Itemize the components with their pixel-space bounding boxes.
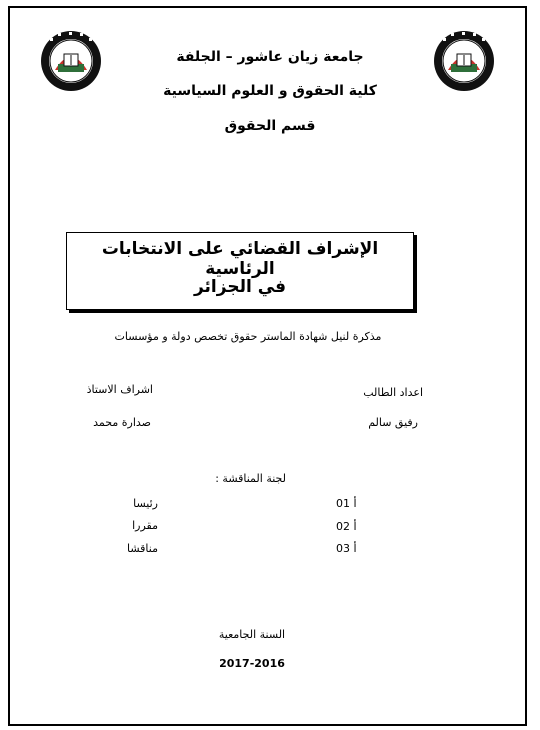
thesis-subtitle: مذكرة لنيل شهادة الماستر حقوق تخصص دولة و مؤسسات <box>114 330 382 343</box>
supervisor-label: اشراف الاستاذ <box>86 383 153 396</box>
thesis-title-box <box>66 232 414 310</box>
member-prefix: أ <box>353 497 357 510</box>
thesis-title-line2: في الجزائر <box>193 277 287 297</box>
academic-year-label: السنة الجامعية <box>218 628 286 641</box>
member-number: 03 <box>336 542 350 555</box>
supervisor-name: صدارة محمد <box>93 416 151 429</box>
page-border <box>8 6 527 726</box>
academic-year-value: 2017-2016 <box>219 657 285 670</box>
department-name: قسم الحقوق <box>224 118 316 134</box>
committee-member <box>336 497 357 510</box>
committee-member <box>336 520 357 533</box>
member-prefix: أ <box>353 520 357 533</box>
committee-member <box>336 542 357 555</box>
student-label: اعداد الطالب <box>363 386 423 399</box>
member-role: مقررا <box>132 519 158 532</box>
member-prefix: أ <box>353 542 357 555</box>
thesis-title-line1: الإشراف القضائي على الانتخابات الرئاسية <box>101 239 379 279</box>
university-name: جامعة زيان عاشور – الجلفة <box>176 49 364 65</box>
member-number: 02 <box>336 520 350 533</box>
committee-heading: لجنة المناقشة : <box>215 472 286 485</box>
student-name: رفيق سالم <box>368 416 418 429</box>
faculty-name: كلية الحقوق و العلوم السياسية <box>163 83 377 99</box>
member-role: مناقشا <box>127 542 158 555</box>
member-number: 01 <box>336 497 350 510</box>
member-role: رئيسا <box>133 497 158 510</box>
